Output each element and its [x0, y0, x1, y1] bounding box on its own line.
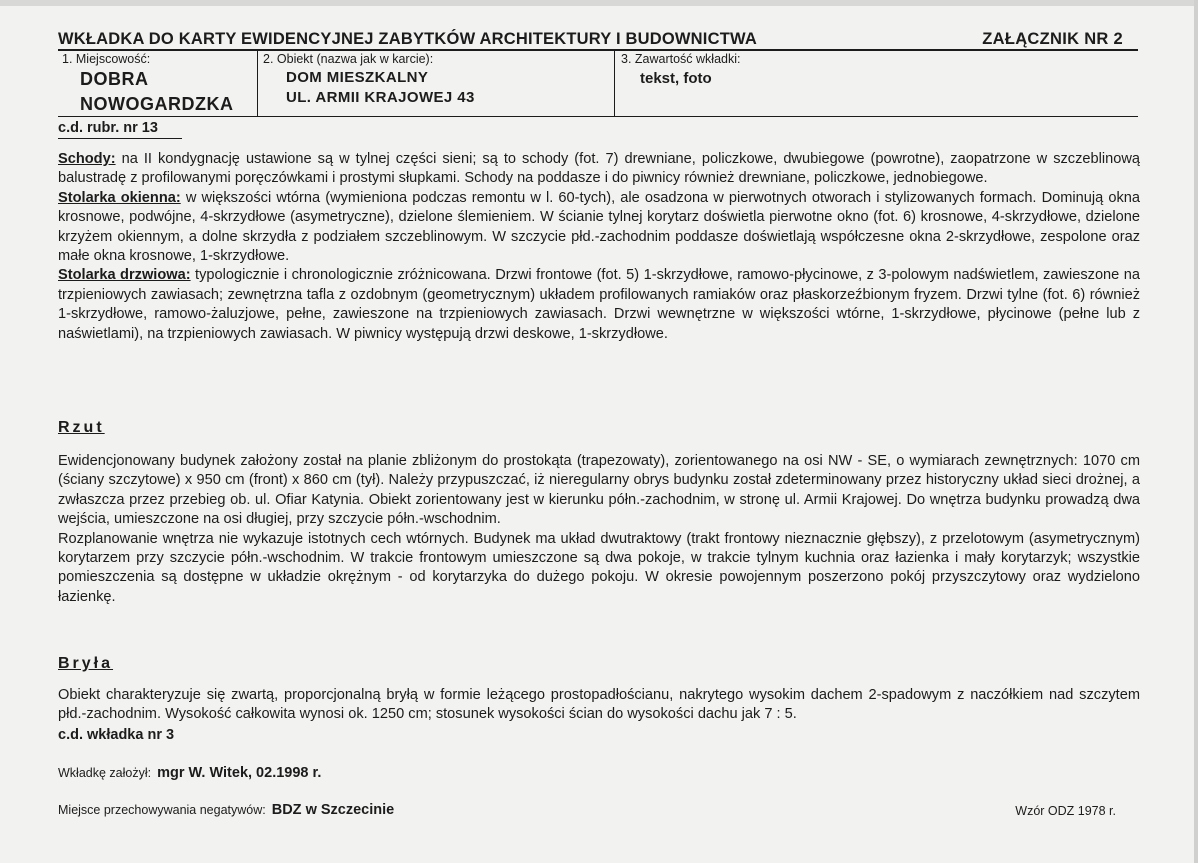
- scan-border-top: [0, 0, 1198, 6]
- object-value: [286, 68, 475, 108]
- author-label: Wkładkę założył:: [58, 766, 152, 780]
- object-line-1: DOM MIESZKALNY: [286, 69, 429, 86]
- continued-to: c.d. wkładka nr 3: [58, 727, 175, 743]
- object-line-2: UL. ARMII KRAJOWEJ 43: [286, 89, 475, 106]
- text-drzwiowa: typologicznie i chronologicznie zróżnicowana. Drzwi frontowe (fot. 5) 1-skrzydłowe, ramowo-płycinowe, z 3-polowym nadświetlem, zawieszone na trzpieniowych zawiasach; zewnętrzna tafla z ozdobnym (geometrycznym) układem profilowanych ramiaków oraz płaskorzeźbionym fryzem. Drzwi tylne (fot. 6) również 1-skrzydłowe, ramowo-żaluzjowe, pełne, zawieszone na trzpieniowych zawiasach. Drzwi wewnętrzne w większości wtórne, 1-skrzydłowe, płycinowe (pełne lub z naświetlami), na trzpieniowych zawiasach. W piwnicy występują drzwi deskowe, 1-skrzydłowe.: [58, 267, 1140, 342]
- author-line: [58, 765, 321, 781]
- place-line-1: DOBRA: [80, 69, 149, 89]
- rzut-paragraph-2: Rozplanowanie wnętrza nie wykazuje istotnych cech wtórnych. Budynek ma układ dwutraktowy (trakt frontowy nieznacznie głębszy), z przelotowym (asymetrycznym) korytarzem przy szczycie półn.-wschodnim. W trakcie frontowym umieszczone są dwa pokoje, w trakcie tylnym kuchnia oraz łazienka i mały korytarzyk; wszystkie pomieszczenia są dostępne w układzie okrężnym - od korytarzyka do dużego pokoju. W okresie powojennym poszerzono pokój przyszczytowy oraz wydzielono łazienkę.: [58, 530, 1140, 605]
- continued-rule: [58, 138, 182, 139]
- place-value: [80, 67, 233, 117]
- header-rule: [58, 49, 1138, 51]
- object-label: 2. Obiekt (nazwa jak w karcie):: [263, 52, 434, 66]
- paragraph-okienna: [58, 189, 1140, 267]
- negatives-label: Miejsce przechowywania negatywów:: [58, 803, 266, 817]
- bryla-paragraph-1: Obiekt charakteryzuje się zwartą, proporcjonalną bryłą w formie leżącego prostopadłościanu, nakrytego wysokim dachem 2-spadowym z naczółkiem nad szczytem płd.-zachodnim. Wysokość całkowita wynosi ok. 1250 cm; stosunek wysokości ścian do wysokości dachu jak 7 : 5.: [58, 687, 1140, 723]
- continued-from: c.d. rubr. nr 13: [58, 120, 158, 136]
- annex-number: ZAŁĄCZNIK NR 2: [982, 30, 1123, 48]
- lead-drzwiowa: Stolarka drzwiowa:: [58, 267, 191, 284]
- content-label: 3. Zawartość wkładki:: [621, 52, 741, 66]
- paragraph-schody: [58, 150, 1140, 189]
- field-divider-2: [614, 50, 615, 116]
- description-block: [58, 150, 1140, 344]
- text-schody: na II kondygnację ustawione są w tylnej części sieni; są to schody (fot. 7) drewniane, policzkowe, dwubiegowe (powrotne), zaopatrzone w szczeblinową balustradę z profilowanymi poręczówkami i prostymi słupkami. Schody na poddasze i do piwnicy również drewniane, policzkowe, jednobiegowe.: [58, 151, 1140, 187]
- template-note: Wzór ODZ 1978 r.: [1015, 804, 1116, 818]
- section-title-rzut: Rzut: [58, 419, 105, 436]
- text-okienna: w większości wtórna (wymieniona podczas remontu w l. 60-tych), ale osadzona w pierwotnych otworach i stylizowanych formach. Dominują okna krosnowe, podwójne, 4-skrzydłowe (asymetryczne), dzielone ślemieniem. W ścianie tylnej korytarz doświetla pierwotne okno (fot. 6) krosnowe, 4-skrzydłowe, dzielone krzyżem okiennym, a dolne skrzydła z podziałem szczeblinowym. W szczycie płd.-zachodnim poddasze doświetlają współczesne okna 2-skrzydłowe, zespolone oraz małe okna krosnowe, 1-skrzydłowe.: [58, 189, 1140, 265]
- content-value: tekst, foto: [640, 70, 712, 87]
- bryla-block: [58, 686, 1140, 725]
- rzut-block: [58, 452, 1140, 607]
- author-value: mgr W. Witek, 02.1998 r.: [157, 765, 322, 781]
- scan-border-right: [1194, 0, 1198, 863]
- place-line-2: NOWOGARDZKA: [80, 94, 234, 114]
- negatives-line: [58, 802, 394, 818]
- section-title-bryla: Bryła: [58, 655, 114, 672]
- lead-schody: Schody:: [58, 151, 116, 167]
- field-divider-1: [257, 50, 258, 116]
- lead-okienna: Stolarka okienna:: [58, 189, 181, 206]
- place-label: 1. Miejscowość:: [62, 52, 151, 66]
- rzut-paragraph-1: Ewidencjonowany budynek założony został na planie zbliżonym do prostokąta (trapezowaty), zorientowanego na osi NW - SE, o wymiarach zewnętrznych: 1070 cm (ściany szczytowe) x 950 cm (front) x 860 cm (tył). Należy przypuszczać, iż nieregularny obrys budynku został zdeterminowany przez historyczny układ sieci drożnej, a zwłaszcza przez przebieg ob. ul. Ofiar Katynia. Obiekt zorientowany jest w kierunku półn.-zachodnim, w stronę ul. Armii Krajowej. Do wnętrza budynku prowadzą dwa wejścia, umieszczone na osi długiej, przy szczycie półn.-wschodnim.: [58, 453, 1140, 528]
- document-title: WKŁADKA DO KARTY EWIDENCYJNEJ ZABYTKÓW ARCHITEKTURY I BUDOWNICTWA: [58, 30, 757, 48]
- negatives-value: BDZ w Szczecinie: [271, 802, 395, 818]
- paragraph-drzwiowa: [58, 266, 1140, 344]
